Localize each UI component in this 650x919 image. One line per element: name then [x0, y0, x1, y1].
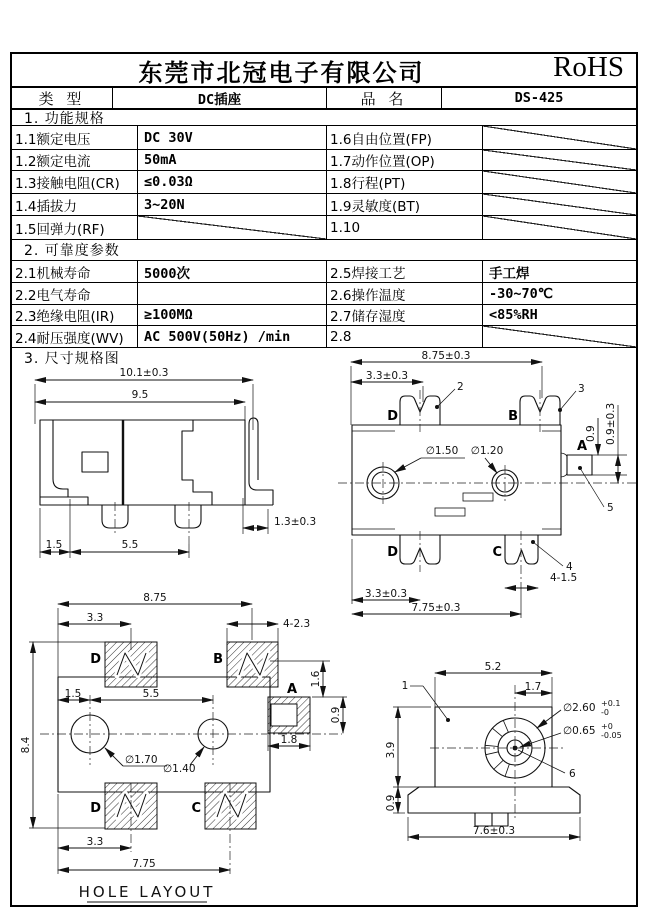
dim-height: 3.9 [385, 741, 397, 759]
dim-pin-offset: 1.5 [45, 539, 63, 551]
spec-value [483, 126, 636, 149]
sheet-header [12, 51, 636, 88]
dim-pin-tol: 0.9±0.3 [605, 402, 617, 445]
dim-a3: 1.8 [280, 734, 298, 746]
front-view-dimensions-top [402, 661, 552, 722]
spec-value: -30~70℃ [489, 285, 553, 302]
spec-value [483, 171, 636, 193]
spec-label: 1.3接触电阻(CR) [12, 171, 138, 193]
spec-label: 2.6操作温度 [327, 283, 483, 304]
callout-2: 2 [457, 381, 464, 393]
pad-label-d-bottom: D [90, 801, 101, 816]
dim-height: 8.4 [20, 736, 32, 754]
spec-value: 50mA [138, 150, 327, 170]
spec-label: 1.6自由位置(FP) [327, 126, 483, 149]
front-view-drawing [375, 640, 642, 888]
spec-value: 5000次 [138, 261, 327, 282]
barrel-tol-lower: -0 [601, 708, 609, 717]
dim-bottom-left: 3.3 [86, 836, 104, 848]
spec-label: 2.3绝缘电阻(IR) [12, 305, 138, 325]
spec-value: ≥100MΩ [138, 305, 327, 325]
part-name-value: DS-425 [514, 90, 564, 106]
dim-width: 5.2 [484, 661, 502, 673]
spec-value [483, 326, 636, 347]
spec-value [138, 216, 327, 239]
callout-6: 6 [569, 768, 576, 780]
dim-pads: 4-2.3 [283, 618, 311, 630]
pad-label-d-bottom: D [387, 545, 398, 560]
pad-label-c: C [492, 545, 502, 560]
spec-label: 2.8 [327, 326, 483, 347]
barrel-tol-upper: +0.1 [601, 699, 621, 708]
dim-a1: 1.6 [310, 670, 322, 688]
company-name: 东莞市北冠电子有限公司 [138, 58, 425, 87]
top-view-dimensions-bottom [352, 539, 577, 618]
top-view-drawing [335, 350, 640, 620]
rohs-mark: RoHS [553, 51, 624, 83]
spec-label: 1.5回弹力(RF) [12, 216, 138, 239]
spec-row [12, 326, 636, 348]
dim-bottom-left: 3.3±0.3 [364, 588, 408, 600]
dim-overall: 7.6±0.3 [472, 825, 516, 837]
top-view-dimensions-top [351, 350, 585, 425]
spec-row [12, 126, 636, 150]
dim-overall: 8.75±0.3 [421, 350, 471, 362]
dim-body-width: 9.5 [131, 389, 149, 401]
spec-label: 1.7动作位置(OP) [327, 150, 483, 170]
spec-label: 1.9灵敏度(BT) [327, 194, 483, 215]
spec-value [483, 194, 636, 215]
spec-label: 1.1额定电压 [12, 126, 138, 149]
pad-label-a: A [286, 682, 298, 697]
callout-1: 1 [401, 680, 409, 692]
spec-value [138, 283, 327, 304]
pin-diameter: ∅0.65 [563, 725, 596, 737]
spec-row [12, 194, 636, 216]
hole-layout-title: HOLE LAYOUT [78, 883, 216, 901]
dim-span: 7.75±0.3 [411, 602, 461, 614]
spec-row [12, 305, 636, 326]
spec-label: 2.1机械寿命 [12, 261, 138, 282]
pad-label-a: A [576, 439, 588, 454]
dim-overall-width: 10.1±0.3 [119, 367, 169, 379]
spec-label: 1.8行程(PT) [327, 171, 483, 193]
spec-value: <85%RH [489, 307, 538, 323]
top-view-body [338, 390, 637, 582]
hole1-diameter: ∅1.70 [125, 754, 158, 766]
pin-tol-upper: +0 [601, 722, 613, 731]
type-row [12, 88, 636, 110]
callout-3: 3 [578, 383, 585, 395]
hole2-diameter: ∅1.20 [470, 445, 504, 457]
spec-label: 2.2电气寿命 [12, 283, 138, 304]
type-value: DC插座 [113, 88, 327, 108]
dim-a2: 0.9 [330, 706, 342, 724]
top-view-hole-labels [395, 445, 503, 473]
spec-label: 2.5焊接工艺 [327, 261, 483, 282]
side-view-lower-dimensions [40, 498, 316, 558]
dim-overall: 8.75 [143, 592, 167, 604]
pad-label-b: B [508, 409, 518, 424]
side-view-drawing [20, 368, 332, 586]
pad-label-d-top: D [387, 409, 398, 424]
pad-label-b: B [213, 652, 223, 667]
dim-pin-c: 4-1.5 [550, 572, 578, 584]
dim-h2: 5.5 [142, 688, 160, 700]
spec-label: 1.2额定电流 [12, 150, 138, 170]
spec-label: 2.7储存湿度 [327, 305, 483, 325]
pad-label-c: C [191, 801, 201, 816]
hole2-diameter: ∅1.40 [163, 763, 196, 775]
pin-tol-lower: -0.05 [601, 731, 622, 740]
pad-label-d-top: D [90, 652, 101, 667]
barrel-diameter: ∅2.60 [563, 702, 596, 714]
section1-title: 1. 功能规格 [12, 110, 636, 126]
dim-center: 1.7 [524, 681, 542, 693]
spec-row [12, 150, 636, 171]
spec-value [483, 150, 636, 170]
section2-title: 2. 可靠度参数 [12, 240, 636, 261]
dim-bracket: 1.3±0.3 [274, 516, 317, 528]
spec-row [12, 283, 636, 305]
dim-base: 0.9 [385, 794, 397, 812]
hole-layout-drawing [15, 592, 347, 910]
spec-row [12, 261, 636, 283]
spec-row [12, 216, 636, 240]
front-view-dimensions-bottom [408, 817, 580, 841]
hole-layout-hole-dims [58, 688, 213, 775]
dim-bottom-span: 7.75 [132, 858, 156, 870]
dim-left: 3.3±0.3 [365, 370, 409, 382]
dim-h1: 1.5 [64, 688, 82, 700]
dim-pin-h: 0.9 [585, 425, 597, 442]
spec-label: 1.10 [327, 216, 483, 239]
spec-value [483, 216, 636, 239]
spec-row [12, 171, 636, 194]
spec-label: 1.4插拔力 [12, 194, 138, 215]
spec-value: DC 30V [138, 126, 327, 149]
spec-value: 3~20N [138, 194, 327, 215]
section3-title: 3. 尺寸规格图 [24, 351, 120, 367]
dim-pin-pitch: 5.5 [121, 539, 139, 551]
side-view-body [40, 418, 273, 544]
callout-4: 4 [566, 561, 573, 573]
spec-value: AC 500V(50Hz) /min [138, 326, 327, 347]
spec-label: 2.4耐压强度(WV) [12, 326, 138, 347]
spec-value: ≤0.03Ω [138, 171, 327, 193]
part-name-label: 品 名 [327, 88, 442, 108]
dim-left: 3.3 [86, 612, 104, 624]
callout-5: 5 [607, 502, 614, 514]
spec-value: 手工焊 [489, 265, 530, 282]
top-view-dimensions-right [578, 403, 627, 514]
hole1-diameter: ∅1.50 [425, 445, 459, 457]
type-label: 类 型 [12, 88, 113, 108]
front-view-hole-labels [518, 699, 622, 780]
front-view-body [408, 685, 580, 826]
